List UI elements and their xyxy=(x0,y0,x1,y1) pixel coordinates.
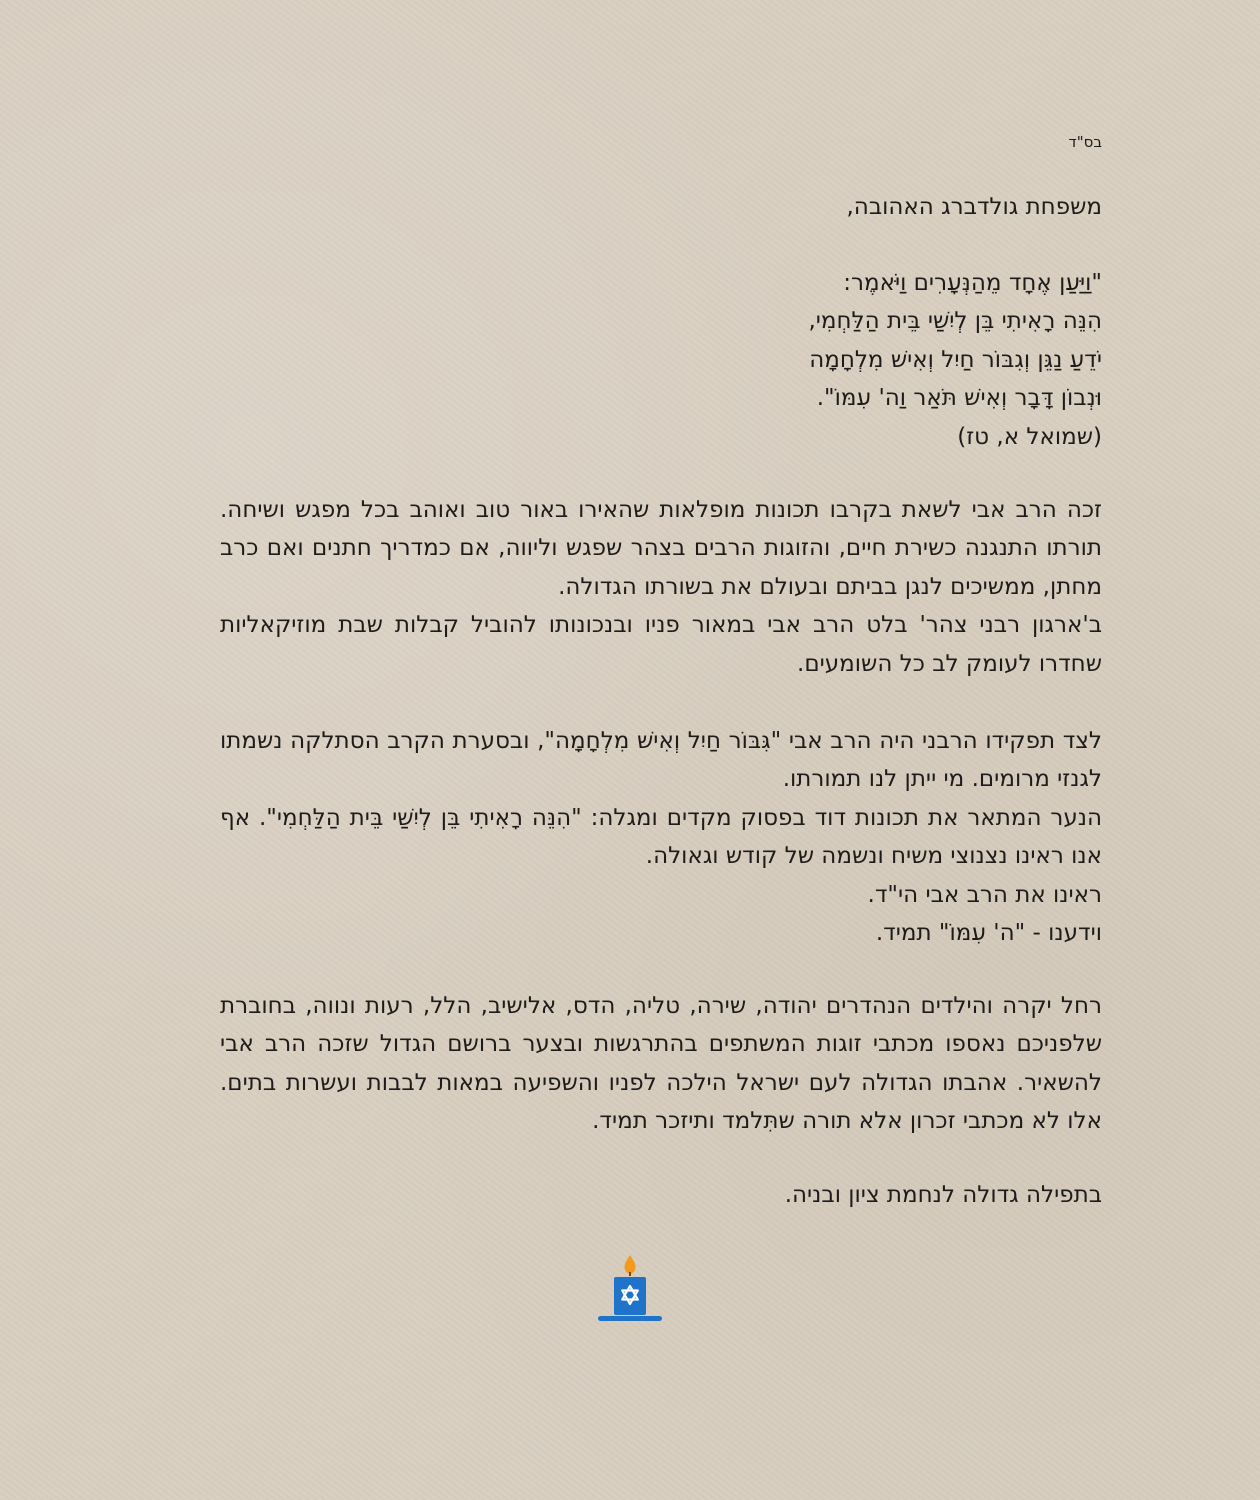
paragraph-text: הנער המתאר את תכונות דוד בפסוק מקדים ומגלה: "הִנֵּה רָאִיתִי בֵּן לְיִשַׁי בֵּית הַלַּחְמִי". אף אנו ראינו נצנוצי משיח ונשמה של קודש וגאולה. xyxy=(220,804,1102,870)
closing-line: בתפילה גדולה לנחמת ציון ובניה. xyxy=(784,1182,1102,1208)
verse-line: וּנְבוֹן דָּבָר וְאִישׁ תֹּאַר וַה' עִמּוֹ". xyxy=(816,385,1102,412)
verse-line: יֹדֵעַ נַגֵּן וְגִבּוֹר חַיִל וְאִישׁ מִלְחָמָה xyxy=(809,346,1102,373)
memorial-candle-icon xyxy=(597,1252,663,1324)
paragraph-text: לצד תפקידו הרבני היה הרב אבי "גִּבּוֹר חַיִל וְאִישׁ מִלְחָמָה", ובסערת הקרב הסתלקה נשמתו לגנזי מרומים. מי ייתן לנו תמורתו. xyxy=(220,728,1102,793)
paragraph-text: רחל יקרה והילדים הנהדרים יהודה, שירה, טליה, הדס, אלישיב, הלל, רעות ונווה, בחוברת שלפניכם נאספו מכתבי זוגות המשתפים בהתרגשות ובצער ברושם הגדול שזכה הרב אבי להשאיר. אהבתו הגדולה לעם ישראל הילכה לפניו והשפיעה במאות לבבות ועשרות בתים. אלו לא מכתבי זכרון אלא תורה שתִּלמד ותיזכר תמיד. xyxy=(220,993,1102,1135)
salutation: משפחת גולדברג האהובה, xyxy=(846,194,1102,220)
paragraph-text: ראינו את הרב אבי הי"ד. xyxy=(867,881,1102,908)
verse-source: (שמואל א, טז) xyxy=(957,423,1102,450)
verse-line: הִנֵּה רָאִיתִי בֵּן לְיִשַׁי בֵּית הַלַּחְמִי, xyxy=(808,308,1102,335)
paragraph-text: זכה הרב אבי לשאת בקרבו תכונות מופלאות שהאירו באור טוב ואוהב בכל מפגש ושיחה. תורתו התנגנה כשירת חיים, והזוגות הרבים בצהר שפגש וליווה, אם כמדריך חתנים ואם כרב מחתן, ממשיכים לנגן בביתם ובעולם את בשורתו הגדולה. xyxy=(220,497,1102,600)
paragraph-tribute xyxy=(220,491,1102,683)
verse-quote xyxy=(808,264,1102,456)
paragraph-text: וידענו - "ה' עִמּוֹ" תמיד. xyxy=(875,920,1102,947)
paragraph-warrior xyxy=(220,722,1102,952)
paragraph-text: ב'ארגון רבני צהר' בלט הרב אבי במאור פניו ובנכונותו להוביל קבלות שבת מוזיקאליות שחדרו לעומק לב כל השומעים. xyxy=(220,612,1102,677)
candle-wick xyxy=(629,1272,631,1276)
verse-line: "וַיַּעַן אֶחָד מֵהַנְּעָרִים וַיֹּאמֶר: xyxy=(843,270,1102,296)
paragraph-family xyxy=(220,987,1102,1141)
candle-flame xyxy=(625,1255,636,1274)
candle-body xyxy=(614,1277,646,1315)
candle-base xyxy=(598,1316,662,1321)
bsd-header: בס"ד xyxy=(1068,133,1102,151)
